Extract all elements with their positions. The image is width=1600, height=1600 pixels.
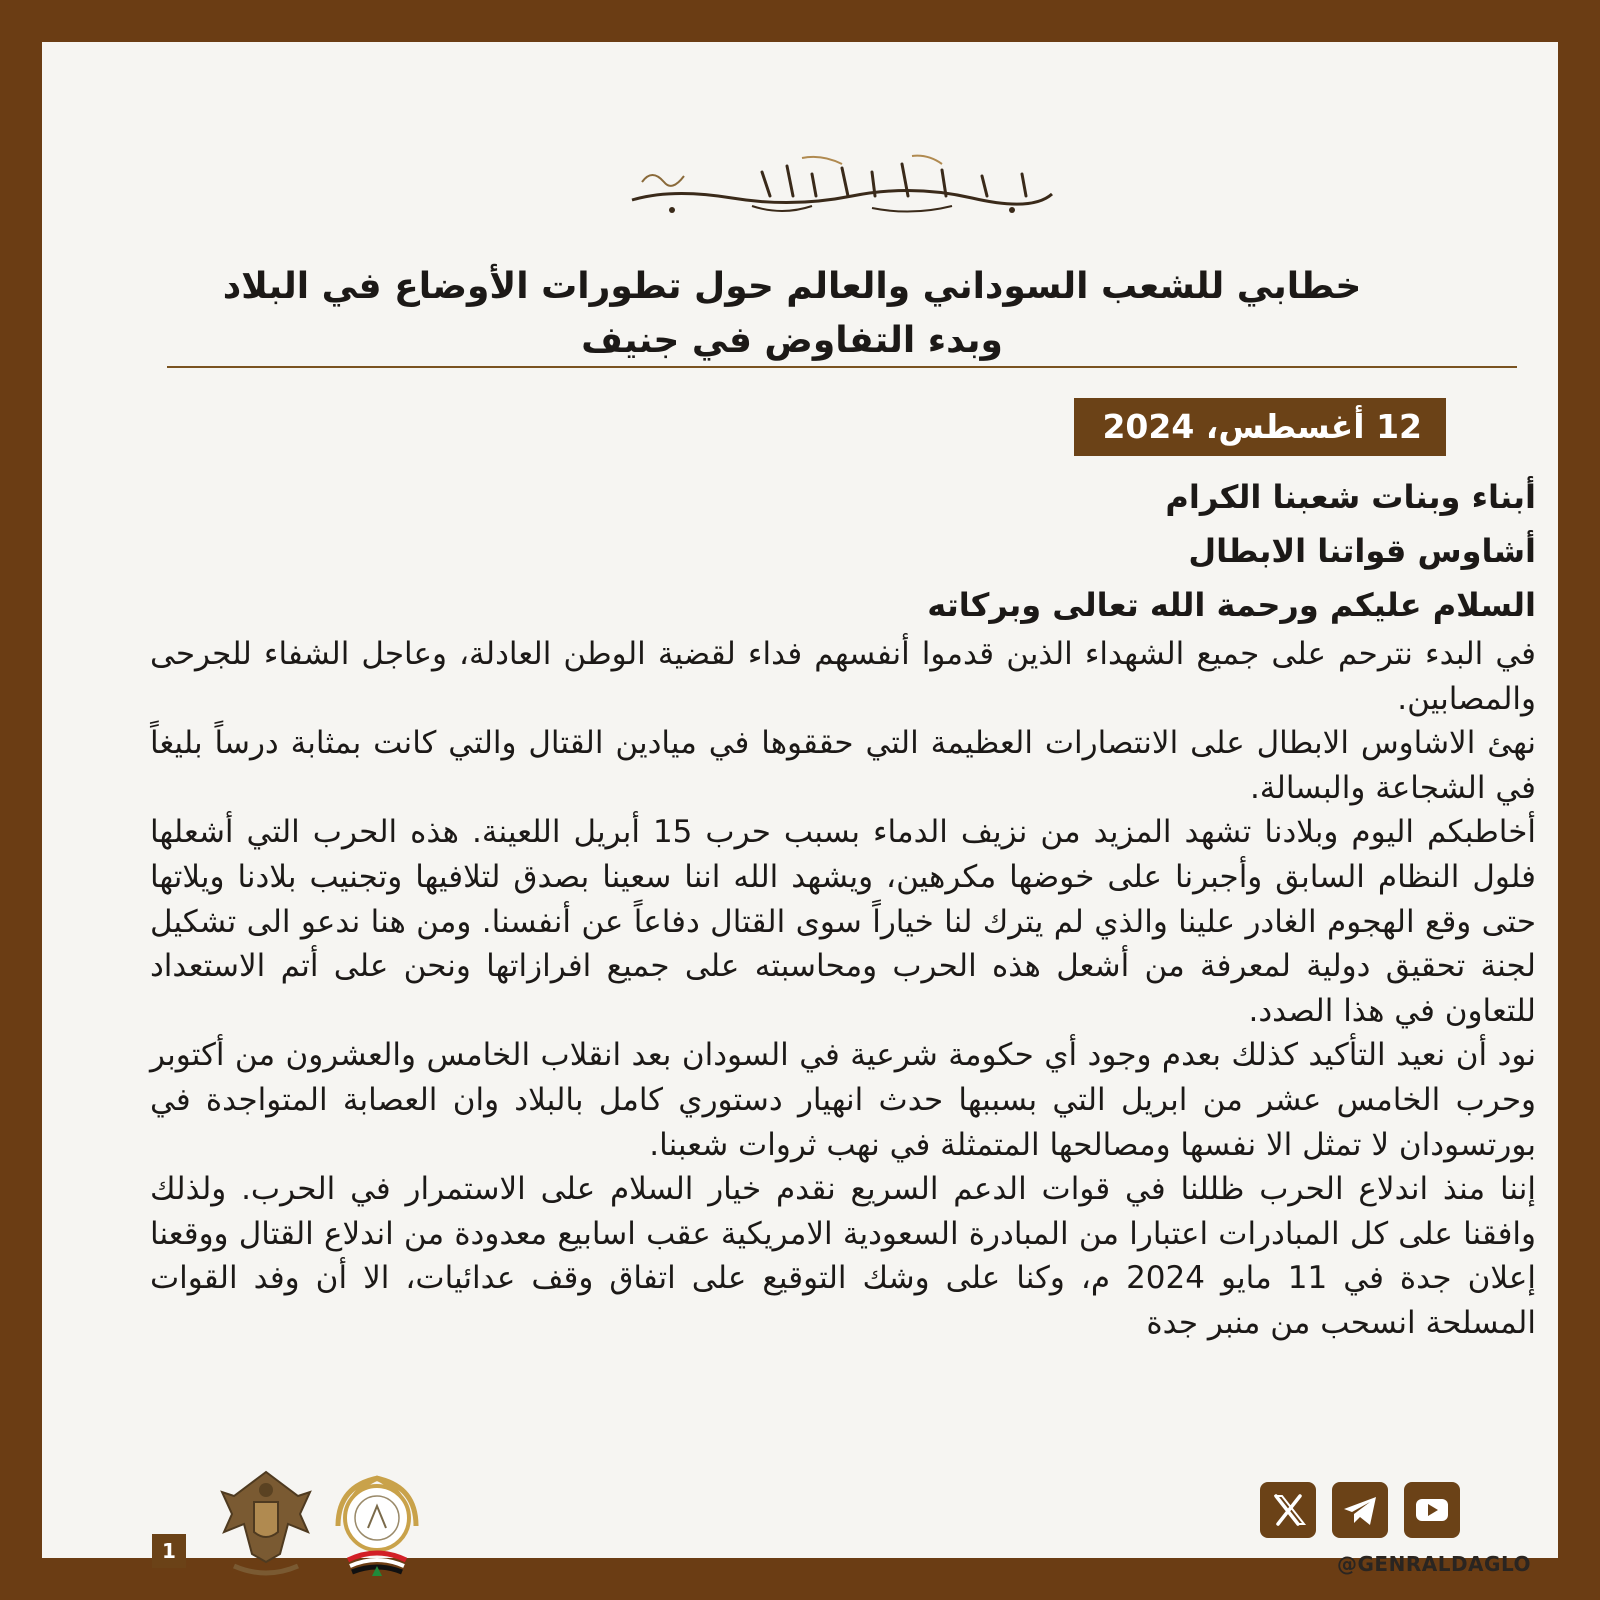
- body-paragraph: في البدء نترحم على جميع الشهداء الذين قدموا أنفسهم فداء لقضية الوطن العادلة، وعاجل الشفاء للجرحى والمصابين.: [150, 636, 1536, 717]
- social-handle[interactable]: @GENRALDAGLO: [1337, 1552, 1531, 1576]
- greeting-line: أشاوس قواتنا الابطال: [1188, 532, 1536, 570]
- rsf-badge-logo: [328, 1466, 426, 1582]
- body-paragraph: إننا منذ اندلاع الحرب ظللنا في قوات الدعم السريع نقدم خيار السلام على الاستمرار في الحرب. ولذلك وافقنا على كل المبادرات اعتبارا من المبادرة السعودية الامريكية عقب اسابيع معدودة من اندلاع القتال ووقعنا إعلان جدة في 11 مايو 2024 م، وكنا على وشك التوقيع على اتفاق وقف عدائيات، الا أن وفد القوات المسلحة انسحب من منبر جدة: [150, 1171, 1537, 1341]
- greeting-line: أبناء وبنات شعبنا الكرام: [1165, 478, 1536, 516]
- statement-page: [42, 42, 1558, 1576]
- statement-title: [162, 260, 1422, 368]
- title-line-1: خطابي للشعب السوداني والعالم حول تطورات الأوضاع في البلاد: [222, 266, 1362, 307]
- greeting-line: السلام عليكم ورحمة الله تعالى وبركاته: [927, 586, 1536, 624]
- body-paragraph: أخاطبكم اليوم وبلادنا تشهد المزيد من نزيف الدماء بسبب حرب 15 أبريل اللعينة. هذه الحرب التي أشعلها فلول النظام السابق وأجبرنا على خوضها مكرهين، ويشهد الله اننا سعينا بصدق لتلافيها وتجنيب بلادنا ويلاتها حتى وقع الهجوم الغادر علينا والذي لم يترك لنا خياراً سوى القتال دفاعاً عن أنفسنا. ومن هنا ندعو الى تشكيل لجنة تحقيق دولية لمعرفة من أشعل هذه الحرب ومحاسبته على جميع افرازاتها ونحن على أتم الاستعداد للتعاون في هذا الصدد.: [150, 814, 1537, 1029]
- telegram-icon: [1332, 1482, 1388, 1538]
- youtube-icon: [1404, 1482, 1460, 1538]
- x-social-button[interactable]: [1260, 1482, 1316, 1538]
- page-number: 1: [152, 1534, 186, 1568]
- basmala-calligraphy: [612, 152, 1072, 222]
- title-line-2: وبدء التفاوض في جنيف: [581, 320, 1003, 361]
- title-divider: [167, 366, 1517, 368]
- date-badge: 12 أغسطس، 2024: [1074, 398, 1446, 456]
- body-paragraph: نهئ الاشاوس الابطال على الانتصارات العظيمة التي حققوها في ميادين القتال والتي كانت بمثابة درساً بليغاً في الشجاعة والبسالة.: [150, 725, 1536, 806]
- body-paragraph: نود أن نعيد التأكيد كذلك بعدم وجود أي حكومة شرعية في السودان بعد انقلاب الخامس والعشرون من أكتوبر وحرب الخامس عشر من ابريل التي بسببها حدث انهيار دستوري كامل بالبلاد وان العصابة المتواجدة في بورتسودان لا تمثل الا نفسها ومصالحها المتمثلة في نهب ثروات شعبنا.: [150, 1037, 1536, 1163]
- x-icon: [1260, 1482, 1316, 1538]
- statement-body: [150, 470, 1536, 1346]
- telegram-social-button[interactable]: [1332, 1482, 1388, 1538]
- youtube-social-button[interactable]: [1404, 1482, 1460, 1538]
- sudan-emblem-logo: [214, 1462, 318, 1580]
